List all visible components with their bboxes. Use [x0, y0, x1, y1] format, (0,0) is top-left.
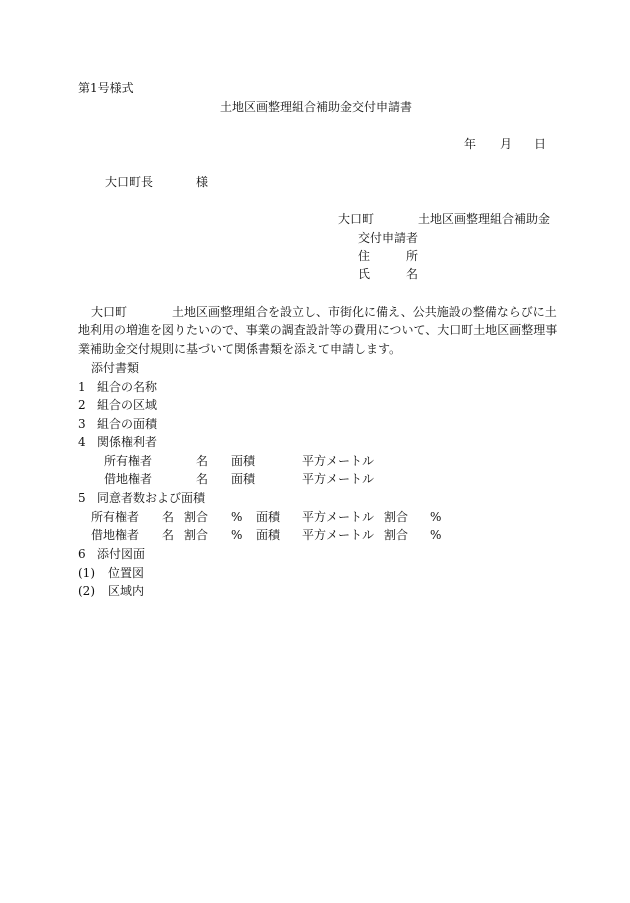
date-month: 月	[500, 137, 513, 151]
consent-unit: 名	[162, 510, 175, 524]
item-label: 同意者数および面積	[97, 491, 206, 505]
consent-type: 所有権者	[91, 510, 140, 524]
holder-area: 面積	[231, 454, 256, 468]
consent-area-unit: 平方メートル	[302, 528, 375, 542]
holder-unit: 名	[196, 454, 209, 468]
item-label: 組合の面積	[97, 417, 158, 431]
item-number: 2	[78, 398, 86, 412]
holder-unit: 名	[196, 472, 209, 486]
item-label: 組合の区域	[97, 398, 158, 412]
holder-area-unit: 平方メートル	[302, 454, 375, 468]
form-number: 第1号様式	[78, 81, 134, 95]
applicant-town: 大口町	[338, 212, 375, 226]
holder-area-unit: 平方メートル	[302, 472, 375, 486]
consent-area: 面積	[256, 528, 281, 542]
holder-type: 所有権者	[104, 454, 153, 468]
consent-ratio-2: 割合	[384, 528, 409, 542]
consent-ratio: 割合	[184, 510, 209, 524]
consent-unit: 名	[162, 528, 175, 542]
item-label: 関係権利者	[97, 435, 158, 449]
item-label: 添付図面	[97, 547, 146, 561]
body-line-1-head: 大口町	[91, 305, 128, 319]
item-number: 3	[78, 417, 86, 431]
addressee-name: 大口町長	[105, 175, 154, 189]
date-day: 日	[534, 137, 547, 151]
holder-type: 借地権者	[104, 472, 153, 486]
consent-ratio: 割合	[184, 528, 209, 542]
item-number: 5	[78, 491, 86, 505]
consent-area-unit: 平方メートル	[302, 510, 375, 524]
name-label-1: 氏	[358, 267, 371, 281]
body-line-1-tail: 土地区画整理組合を設立し、市街化に備え、公共施設の整備ならびに土	[172, 305, 557, 319]
body-line-2: 地利用の増進を図りたいので、事業の調査設計等の費用について、大口町土地区画整理事	[78, 323, 558, 337]
body-line-3: 業補助金交付規則に基づいて関係書類を添えて申請します。	[78, 342, 402, 356]
drawing-number: (2)	[78, 584, 95, 598]
drawing-label: 区域内	[108, 584, 145, 598]
consent-pct: %	[231, 510, 243, 524]
attachments-heading: 添付書類	[91, 361, 140, 375]
item-label: 組合の名称	[97, 380, 158, 394]
consent-pct-2: %	[430, 510, 442, 524]
holder-area: 面積	[231, 472, 256, 486]
consent-pct: %	[231, 528, 243, 542]
date-year: 年	[464, 137, 477, 151]
applicant-union: 土地区画整理組合補助金	[418, 212, 551, 226]
consent-area: 面積	[256, 510, 281, 524]
item-number: 1	[78, 380, 86, 394]
item-number: 4	[78, 435, 86, 449]
drawing-number: (1)	[78, 566, 95, 580]
item-number: 6	[78, 547, 86, 561]
addressee-honorific: 様	[196, 175, 209, 189]
consent-type: 借地権者	[91, 528, 140, 542]
address-label-1: 住	[358, 249, 371, 263]
document-title: 土地区画整理組合補助金交付申請書	[220, 100, 413, 114]
consent-pct-2: %	[430, 528, 442, 542]
applicant-role: 交付申請者	[358, 231, 419, 245]
name-label-2: 名	[406, 267, 419, 281]
consent-ratio-2: 割合	[384, 510, 409, 524]
address-label-2: 所	[406, 249, 419, 263]
drawing-label: 位置図	[108, 566, 145, 580]
